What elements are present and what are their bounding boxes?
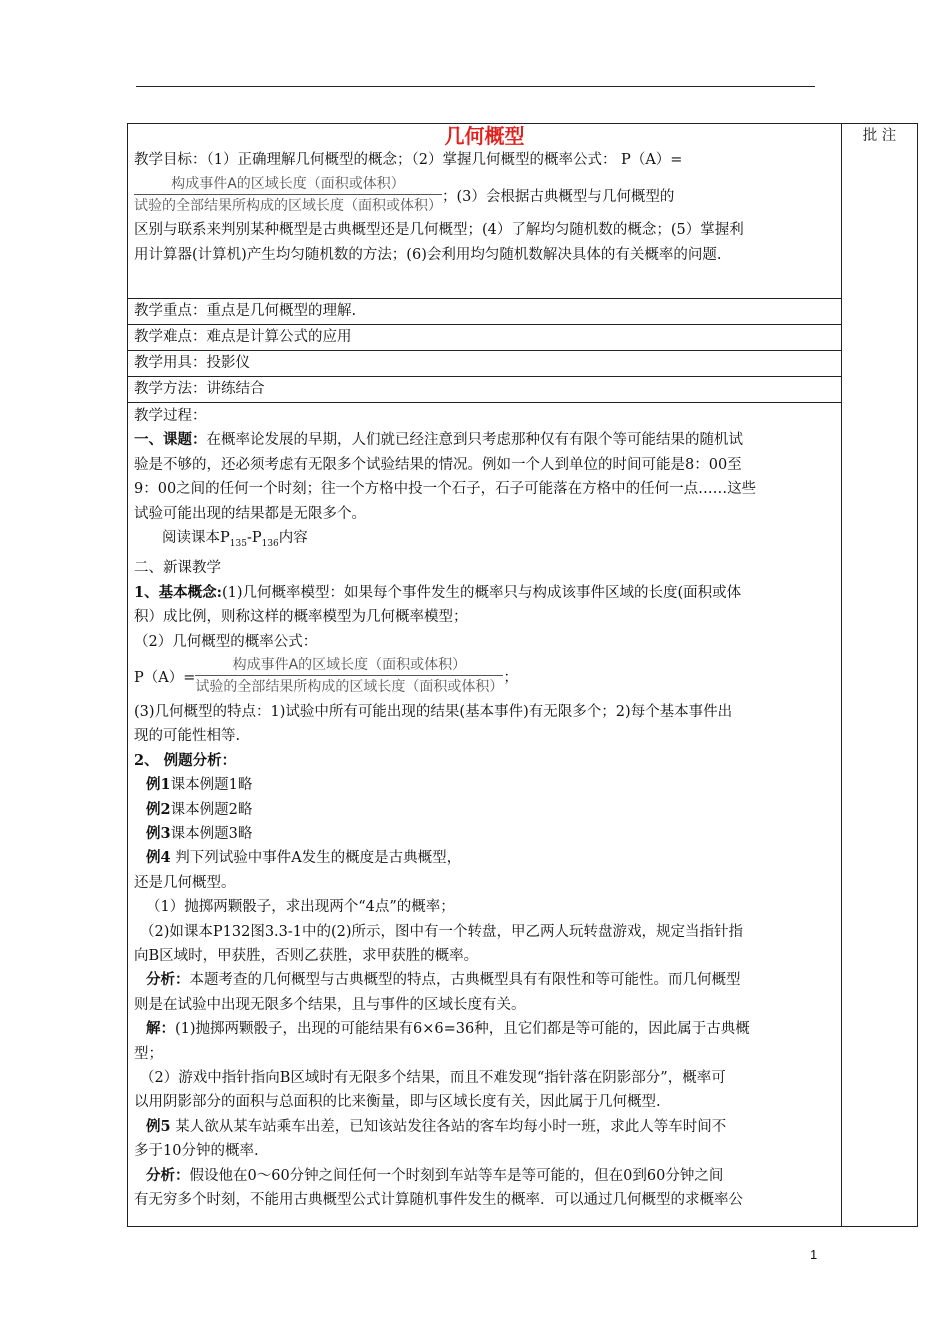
formula-line [134,654,835,700]
reading-text-a: 阅读课本P [162,530,230,547]
method-row: 教学方法：讲练结合 [128,377,842,403]
objectives-line-4: 用计算器(计算机)产生均匀随机数的方法；(6)会利用均匀随机数解决具体的有关概率的问题. [134,246,722,263]
example-1 [134,773,835,797]
analysis-5-line-1 [134,1164,835,1188]
example-2-text: 课本例题2略 [170,801,253,818]
example-1-text: 课本例题1略 [170,777,253,794]
analysis-line-1 [134,968,835,992]
notes-header: 批 注 [862,128,897,144]
solution-2-line-2: 以用阴影部分的面积与总面积的比来衡量，即与区域长度有关，因此属于几何概型. [134,1094,661,1111]
concept-label: 1、基本概念: [134,583,222,601]
example-3-text: 课本例题3略 [170,825,253,842]
analysis-5-text-1: 假设他在0～60分钟之间任何一个时刻到车站等车是等可能的，但在0到60分钟之间 [189,1167,724,1184]
fraction-numerator: 构成事件A的区域长度（面积或体积） [134,174,442,195]
section-1-text-1: 在概率论发展的早期，人们就已经注意到只考虑那种仅有有限个等可能结果的随机试 [206,432,743,449]
solution-text-1: (1)抛掷两颗骰子，出现的可能结果有6×6=36种，且它们都是等可能的，因此属于古典概 [175,1021,750,1038]
section-2-heading: 二、新课教学 [134,560,221,577]
lesson-table [127,123,918,1227]
analysis-label: 分析： [146,971,190,989]
reading-text-b: -P [246,530,262,547]
concept-3-line-1: (3)几何概型的特点：1)试验中所有可能出现的结果(基本事件)有无限多个；2)每个基本事件出 [134,703,733,720]
example-5-line-1 [134,1115,835,1139]
section-1-line-3: 9：00之间的任何一个时刻；往一个方格中投一个石子，石子可能落在方格中的任何一点……这些 [134,481,757,498]
examples-heading: 2、 例题分析： [134,751,237,769]
analysis-line-2: 则是在试验中出现无限多个结果，且与事件的区域长度有关。 [134,996,526,1013]
fraction-denominator: 试验的全部结果所构成的区域长度（面积或体积） [134,197,442,214]
page-title: 几何概型 [444,124,525,148]
section-1-line-4: 试验可能出现的结果都是无限多个。 [134,505,366,522]
concept-2: （2）几何概型的概率公式： [134,633,318,650]
key-point-row: 教学重点：重点是几何概型的理解. [128,299,842,325]
example-3-label: 例3 [146,824,171,842]
example-5-line-2: 多于10分钟的概率. [134,1143,259,1160]
reading-assignment [134,526,835,556]
formula-fraction [195,655,503,698]
page-number: 1 [810,1247,818,1262]
example-4-label: 例4 [146,849,171,867]
example-5-label: 例5 [146,1117,171,1135]
probability-fraction [134,174,442,217]
analysis-text-1: 本题考查的几何概型与古典概型的特点，古典概型具有有限性和等可能性。而几何概型 [189,972,741,989]
formula-semicolon: ； [503,670,518,687]
analysis-5-line-2: 有无穷多个时刻，不能用古典概型公式计算随机事件发生的概率．可以通过几何概型的求概率公 [134,1192,743,1209]
objectives-line-3: 区别与联系来判别某种概型是古典概型还是几何概型；(4）了解均匀随机数的概念；(5）掌握利 [134,222,744,239]
example-4-question-2-line-2: 向B区域时，甲获胜，否则乙获胜，求甲获胜的概率。 [134,948,479,965]
process-heading: 教学过程： [134,408,207,424]
example-2-label: 例2 [146,800,171,818]
example-5-text-1: 某人欲从某车站乘车出差，已知该站发往各站的客车均每小时一班，求此人等车时间不 [170,1118,727,1135]
formula-numerator: 构成事件A的区域长度（面积或体积） [195,655,503,676]
section-1-label: 一、课题： [134,431,207,449]
reading-text-c: 内容 [278,530,308,547]
example-2 [134,798,835,822]
objectives-label: 教学目标： [134,152,207,168]
formula-denominator: 试验的全部结果所构成的区域长度（面积或体积） [195,679,504,696]
concept-1-line-2: 积）成比例，则称这样的概率模型为几何概率模型； [134,609,468,626]
objectives-text-2: ；(3）会根据古典概型与几何概型的 [442,188,675,205]
formula-lhs: P（A）= [134,670,196,687]
section-1-line-1 [134,428,835,452]
objectives-line-1 [134,148,835,172]
example-4-text: 判下列试验中事件A发生的概度是古典概型， [170,850,462,867]
example-4-question-2-line-1: （2)如课本P132图3.3-1中的(2)所示，图中有一个转盘，甲乙两人玩转盘游戏，规定当指针指 [140,923,744,940]
example-1-label: 例1 [146,776,171,794]
reading-page-end: 136 [261,538,279,549]
concept-1-text: (1)几何概率模型：如果每个事件发生的概率只与构成该事件区域的长度(面积或体 [221,584,742,601]
example-3 [134,822,835,846]
example-4-line-2: 还是几何概型。 [134,874,236,891]
solution-2-line-1: （2）游戏中指针指向B区域时有无限多个结果，而且不难发现“指针落在阴影部分”，概率可 [140,1070,726,1087]
process-cell [128,403,842,1227]
analysis-5-label: 分析： [146,1166,190,1184]
difficulty-row: 教学难点：难点是计算公式的应用 [128,325,842,351]
solution-line-1 [134,1017,835,1041]
section-1-line-2: 验是不够的，还必须考虑有无限多个试验结果的情况。例如一个人到单位的时间可能是8：00至 [134,456,742,473]
concept-3-line-2: 现的可能性相等. [134,728,241,745]
objectives-cell [128,124,842,299]
objectives-text-1: （1）正确理解几何概型的概念；（2）掌握几何概型的概率公式： P（A）= [206,152,683,168]
notes-column [842,124,918,1227]
tools-row: 教学用具：投影仪 [128,351,842,377]
concept-1-line-1 [134,581,835,605]
objectives-formula-line [134,172,835,218]
example-4 [134,846,835,870]
example-4-question-1: （1）抛掷两颗骰子，求出现两个“4点”的概率； [146,899,455,916]
solution-line-2: 型； [134,1045,163,1062]
reading-page-start: 135 [229,538,247,549]
header-rule [136,86,815,87]
solution-label: 解： [146,1020,175,1038]
